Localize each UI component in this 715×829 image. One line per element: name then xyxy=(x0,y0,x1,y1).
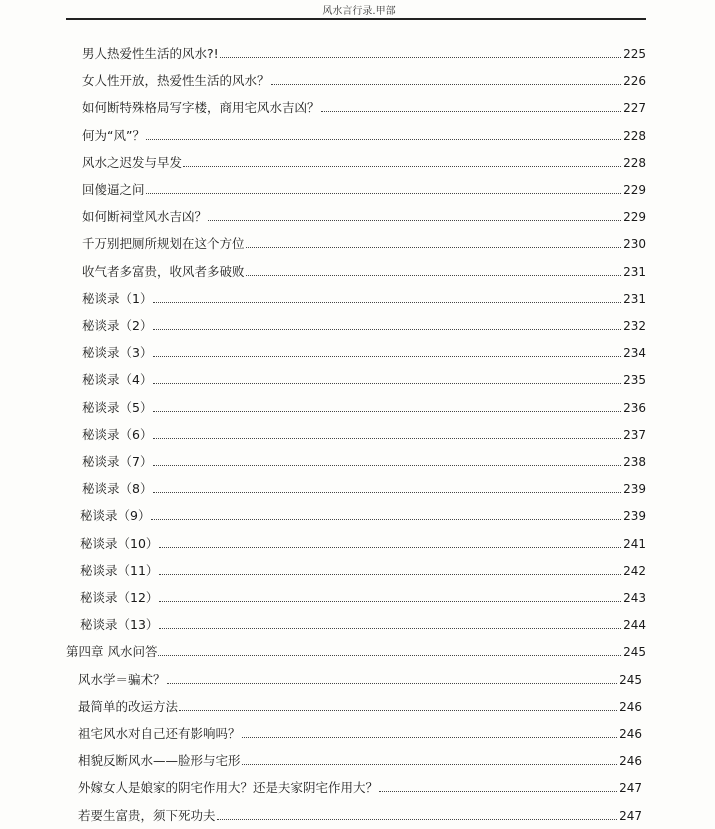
toc-entry xyxy=(82,69,646,89)
toc-entry-title: 第四章 风水问答 xyxy=(66,644,158,660)
toc-entry-title: 秘谈录（13） xyxy=(80,617,159,633)
dot-leader xyxy=(246,247,622,248)
toc-entry-title: 祖宅风水对自己还有影响吗？ xyxy=(78,726,241,741)
dot-leader xyxy=(153,302,621,303)
toc-entry xyxy=(82,42,646,62)
toc-entry-page-number: 231 xyxy=(623,264,646,279)
toc-entry-page-number: 246 xyxy=(619,754,642,769)
toc-entry xyxy=(82,287,646,307)
toc-entry xyxy=(82,368,646,388)
toc-entry-title: 秘谈录（12） xyxy=(80,590,159,605)
toc-entry xyxy=(82,260,646,280)
toc-entry xyxy=(80,613,646,633)
toc-entry-title: 秘谈录（1） xyxy=(82,290,153,306)
dot-leader xyxy=(217,819,618,820)
dot-leader xyxy=(153,383,621,384)
toc-entry xyxy=(78,776,642,796)
dot-leader xyxy=(159,628,621,629)
dot-leader xyxy=(179,710,617,711)
toc-entry-page-number: 234 xyxy=(623,346,646,361)
toc-entry-title: 女人性开放，热爱性生活的风水？ xyxy=(82,73,270,89)
toc-entry-page-number: 228 xyxy=(623,155,646,170)
toc-entry-page-number: 247 xyxy=(619,781,642,796)
toc-entry xyxy=(80,504,646,524)
toc-entry xyxy=(82,423,646,443)
dot-leader xyxy=(153,411,621,412)
toc-entry-page-number: 239 xyxy=(623,482,646,497)
toc-entry-title: 回傻逼之问 xyxy=(82,182,145,197)
dot-leader xyxy=(167,683,618,684)
toc-entry-page-number: 232 xyxy=(623,319,646,333)
toc-entry-page-number: 235 xyxy=(623,373,646,388)
toc-entry-title: 收气者多富贵，收风者多破败 xyxy=(82,263,245,279)
dot-leader xyxy=(153,465,621,466)
dot-leader xyxy=(220,57,621,58)
toc-entry-page-number: 245 xyxy=(623,645,646,660)
dot-leader xyxy=(159,574,621,575)
toc-entry-title: 秘谈录（3） xyxy=(82,345,153,361)
toc-entry-title: 秘谈录（8） xyxy=(82,481,153,497)
toc-entry-page-number: 228 xyxy=(623,128,646,143)
toc-entry-title: 千万别把厕所规划在这个方位 xyxy=(82,236,245,252)
toc-entry-title: 如何断特殊格局写字楼，商用宅风水吉凶？ xyxy=(82,100,320,116)
dot-leader xyxy=(242,737,618,738)
toc-entry-title: 秘谈录（4） xyxy=(82,372,153,388)
toc-entry xyxy=(82,450,646,470)
dot-leader xyxy=(271,84,622,85)
toc-entry xyxy=(80,559,646,579)
toc-entry xyxy=(80,532,646,552)
running-header: 风水言行录.甲部 xyxy=(322,6,396,17)
toc-entry-page-number: 244 xyxy=(623,618,646,633)
toc-entry-title: 何为“风”？ xyxy=(82,127,145,143)
dot-leader xyxy=(208,220,621,221)
toc-entry-title: 秘谈录（10） xyxy=(80,535,159,551)
dot-leader xyxy=(379,791,617,792)
toc-entry xyxy=(82,151,646,171)
dot-leader xyxy=(153,329,621,330)
toc-entry xyxy=(82,341,646,361)
toc-entry xyxy=(78,804,642,824)
toc-entry xyxy=(82,178,646,198)
dot-leader xyxy=(242,764,618,765)
dot-leader xyxy=(146,139,621,140)
toc-entry-page-number: 241 xyxy=(623,536,646,551)
toc-entry-page-number: 230 xyxy=(623,237,646,252)
dot-leader xyxy=(153,492,621,493)
toc-entry-title: 外嫁女人是娘家的阴宅作用大？还是夫家阴宅作用大？ xyxy=(78,780,379,796)
toc-entry-title: 风水学＝骗术？ xyxy=(78,671,166,687)
toc-entry xyxy=(82,477,646,497)
toc-entry xyxy=(78,722,642,742)
dot-leader xyxy=(151,519,621,520)
header-rule xyxy=(66,18,646,20)
toc-entry-page-number: 246 xyxy=(619,727,642,741)
toc-entry-title: 秘谈录（7） xyxy=(82,454,153,469)
toc-entry-title: 最简单的改运方法 xyxy=(78,698,179,714)
toc-entry xyxy=(78,695,642,715)
toc-entry-page-number: 226 xyxy=(623,74,646,89)
toc-entry-title: 秘谈录（11） xyxy=(80,562,159,578)
toc-entry xyxy=(78,749,642,769)
toc-entry-page-number: 245 xyxy=(619,672,642,687)
dot-leader xyxy=(158,655,621,656)
toc-entry-page-number: 237 xyxy=(623,427,646,442)
toc-entry xyxy=(80,586,646,606)
toc-entry-page-number: 247 xyxy=(619,808,642,823)
toc-entry-title: 秘谈录（9） xyxy=(80,508,151,524)
toc-entry-page-number: 239 xyxy=(623,509,646,524)
toc-entry xyxy=(82,96,646,116)
toc-entry-title: 相貌反断风水——脸形与宅形 xyxy=(78,753,241,769)
toc-entry-page-number: 246 xyxy=(619,699,642,714)
toc-entry xyxy=(82,205,646,225)
dot-leader xyxy=(321,111,622,112)
toc-entry-page-number: 227 xyxy=(623,101,646,116)
toc-entry xyxy=(82,396,646,416)
toc-entry-page-number: 229 xyxy=(623,183,646,197)
toc-entry xyxy=(82,232,646,252)
toc-entry xyxy=(82,314,646,334)
toc-entry-page-number: 242 xyxy=(623,563,646,578)
toc-entry-page-number: 229 xyxy=(623,210,646,225)
toc-entry-title: 秘谈录（6） xyxy=(82,426,153,442)
dot-leader xyxy=(246,275,622,276)
dot-leader xyxy=(153,356,621,357)
toc-entry xyxy=(66,640,646,660)
dot-leader xyxy=(159,601,621,602)
toc-entry-page-number: 236 xyxy=(623,400,646,415)
dot-leader xyxy=(146,193,622,194)
dot-leader xyxy=(183,166,621,167)
toc-entry-page-number: 238 xyxy=(623,455,646,469)
toc-entry-title: 秘谈录（2） xyxy=(82,318,153,333)
toc-entry-title: 男人热爱性生活的风水?! xyxy=(82,46,219,61)
toc-entry xyxy=(78,668,642,688)
toc-entry-title: 秘谈录（5） xyxy=(82,399,153,415)
dot-leader xyxy=(159,547,621,548)
dot-leader xyxy=(153,438,621,439)
toc-entry-page-number: 225 xyxy=(623,47,646,61)
toc-entry-page-number: 231 xyxy=(623,291,646,306)
toc-entry-title: 风水之迟发与早发 xyxy=(82,154,183,170)
toc-entry-title: 若要生富贵，须下死功夫 xyxy=(78,807,216,823)
toc-entry-page-number: 243 xyxy=(623,591,646,605)
toc-entry-title: 如何断祠堂风水吉凶？ xyxy=(82,209,208,225)
toc-entry xyxy=(82,124,646,144)
